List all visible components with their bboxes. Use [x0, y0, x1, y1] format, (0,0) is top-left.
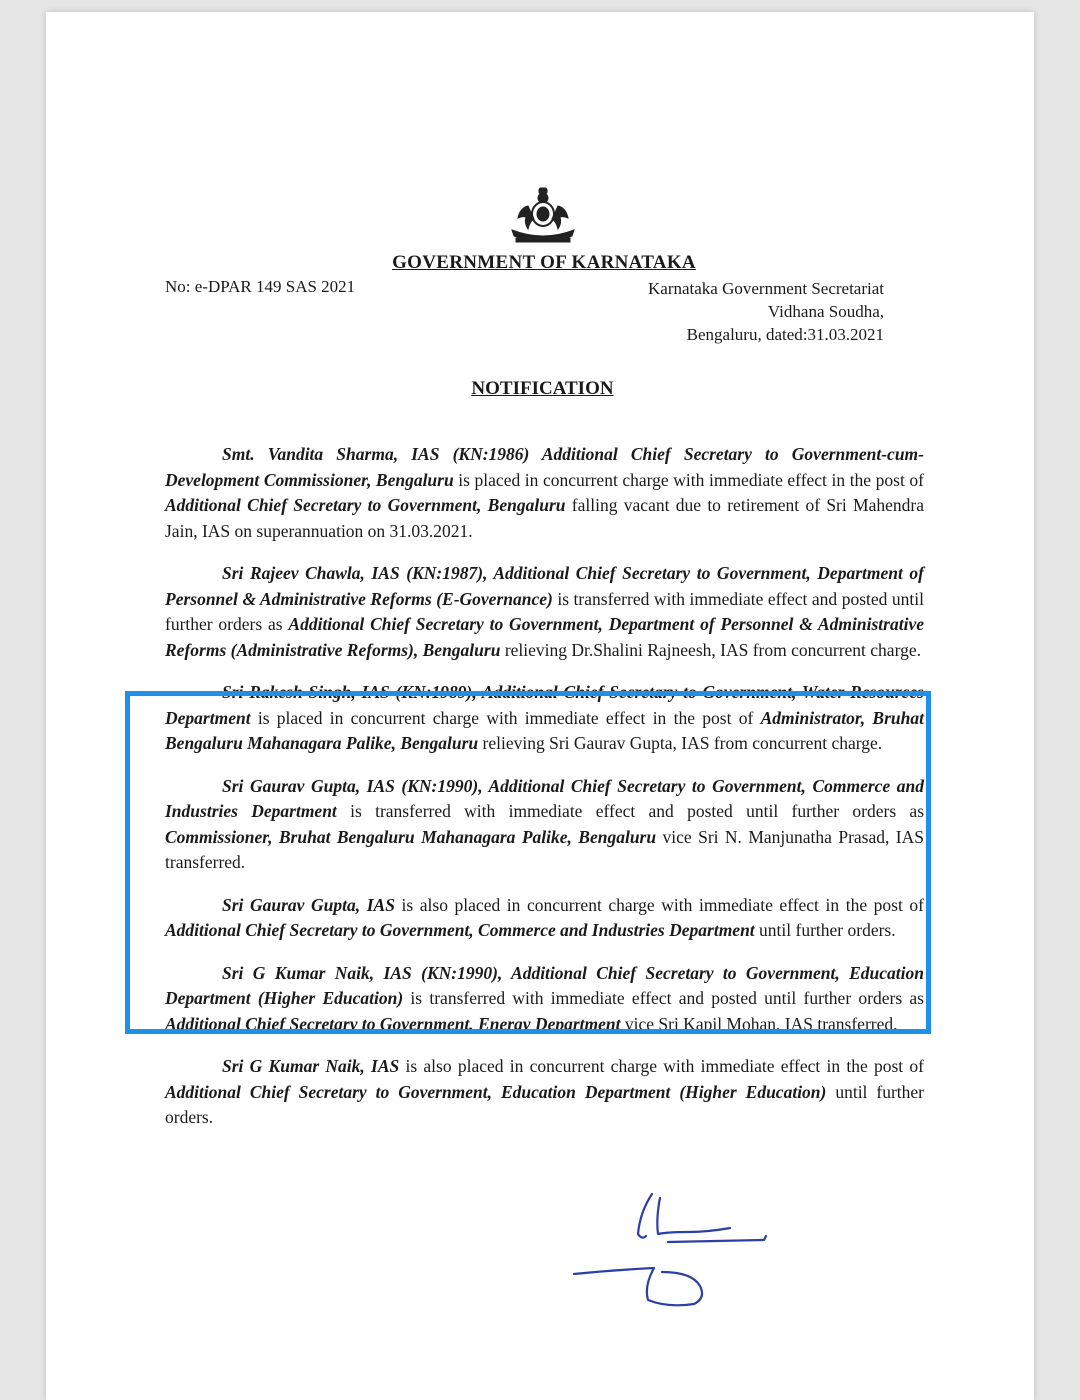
notification-paragraph	[165, 1054, 924, 1131]
paragraph-text: falling vacant due to retirement of Sri Mahendra Jain, IAS on superannuation on 31.03.2021.	[165, 495, 924, 541]
paragraph-text: is also placed in concurrent charge with immediate effect in the post of	[394, 894, 924, 915]
address-line: Vidhana Soudha,	[767, 302, 884, 321]
paragraph-text: is transferred with immediate effect and posted until further orders as	[165, 588, 924, 634]
post-name: Additional Chief Secretary to Government, Bengaluru	[165, 495, 566, 515]
address-block	[648, 277, 884, 346]
paragraph-text: is transferred with immediate effect and posted until further orders as	[336, 801, 925, 821]
notification-paragraph	[165, 561, 924, 663]
notification-paragraph	[165, 774, 924, 876]
officer-name: Sri Gaurav Gupta, IAS (KN:1990), Additional Chief Secretary to Government, Commerce and Industries Department	[165, 775, 924, 821]
paragraph-text: relieving Dr.Shalini Rajneesh, IAS from concurrent charge.	[500, 639, 921, 660]
officer-name: Sri G Kumar Naik, IAS (KN:1990), Additional Chief Secretary to Government, Education Department (Higher Education)	[165, 962, 924, 1008]
post-name: Administrator, Bruhat Bengaluru Mahanagara Palike, Bengaluru	[165, 707, 924, 753]
paragraph-text: relieving Sri Gaurav Gupta, IAS from concurrent charge.	[478, 733, 883, 753]
notification-paragraph	[165, 680, 924, 757]
paragraph-text: is also placed in concurrent charge with immediate effect in the post of	[399, 1056, 924, 1076]
notification-paragraph	[165, 442, 924, 544]
address-line: Karnataka Government Secretariat	[648, 279, 884, 298]
paragraph-text: is transferred with immediate effect and posted until further orders as	[403, 988, 924, 1008]
officer-name: Sri Rakesh Singh, IAS (KN:1989), Additional Chief Secretary to Government, Water Resources Department	[165, 682, 924, 728]
officer-name: Sri G Kumar Naik, IAS	[222, 1056, 400, 1076]
officer-name: Sri Rajeev Chawla, IAS (KN:1987), Additional Chief Secretary to Government, Department of Personnel & Administrative Reforms (E-Governance)	[165, 563, 924, 609]
post-name: Additional Chief Secretary to Government, Commerce and Industries Department	[165, 920, 755, 940]
post-name: Additional Chief Secretary to Government, Department of Personnel & Administrative Reforms (Administrative Reforms), Bengaluru	[165, 614, 924, 660]
notification-paragraph	[165, 961, 924, 1038]
paragraph-text: is placed in concurrent charge with immediate effect in the post of	[453, 469, 924, 490]
paragraph-text: until further orders.	[165, 1081, 924, 1127]
government-title: GOVERNMENT OF KARNATAKA	[392, 252, 696, 273]
handwritten-signature-icon	[560, 1180, 780, 1320]
paragraph-text: vice Sri N. Manjunatha Prasad, IAS transferred.	[165, 826, 924, 872]
notification-paragraph	[165, 893, 924, 944]
date-line: Bengaluru, dated:31.03.2021	[686, 325, 884, 344]
post-name: Additional Chief Secretary to Government, Education Department (Higher Education)	[165, 1081, 827, 1102]
post-name: Commissioner, Bruhat Bengaluru Mahanagara Palike, Bengaluru	[165, 826, 657, 847]
notification-title: NOTIFICATION	[471, 378, 614, 399]
post-name: Additional Chief Secretary to Government, Energy Department	[165, 1013, 621, 1034]
paragraph-text: until further orders.	[754, 920, 896, 940]
paragraph-text: vice Sri Kapil Mohan, IAS transferred.	[620, 1013, 898, 1034]
reference-number: No: e-DPAR 149 SAS 2021	[165, 277, 356, 296]
paragraph-text: is placed in concurrent charge with immediate effect in the post of	[250, 707, 761, 728]
karnataka-state-emblem-icon	[506, 186, 580, 246]
officer-name: Smt. Vandita Sharma, IAS (KN:1986) Additional Chief Secretary to Government-cum-Development Commissioner, Bengaluru	[165, 444, 924, 490]
notification-body	[165, 442, 924, 1131]
officer-name: Sri Gaurav Gupta, IAS	[222, 894, 395, 915]
